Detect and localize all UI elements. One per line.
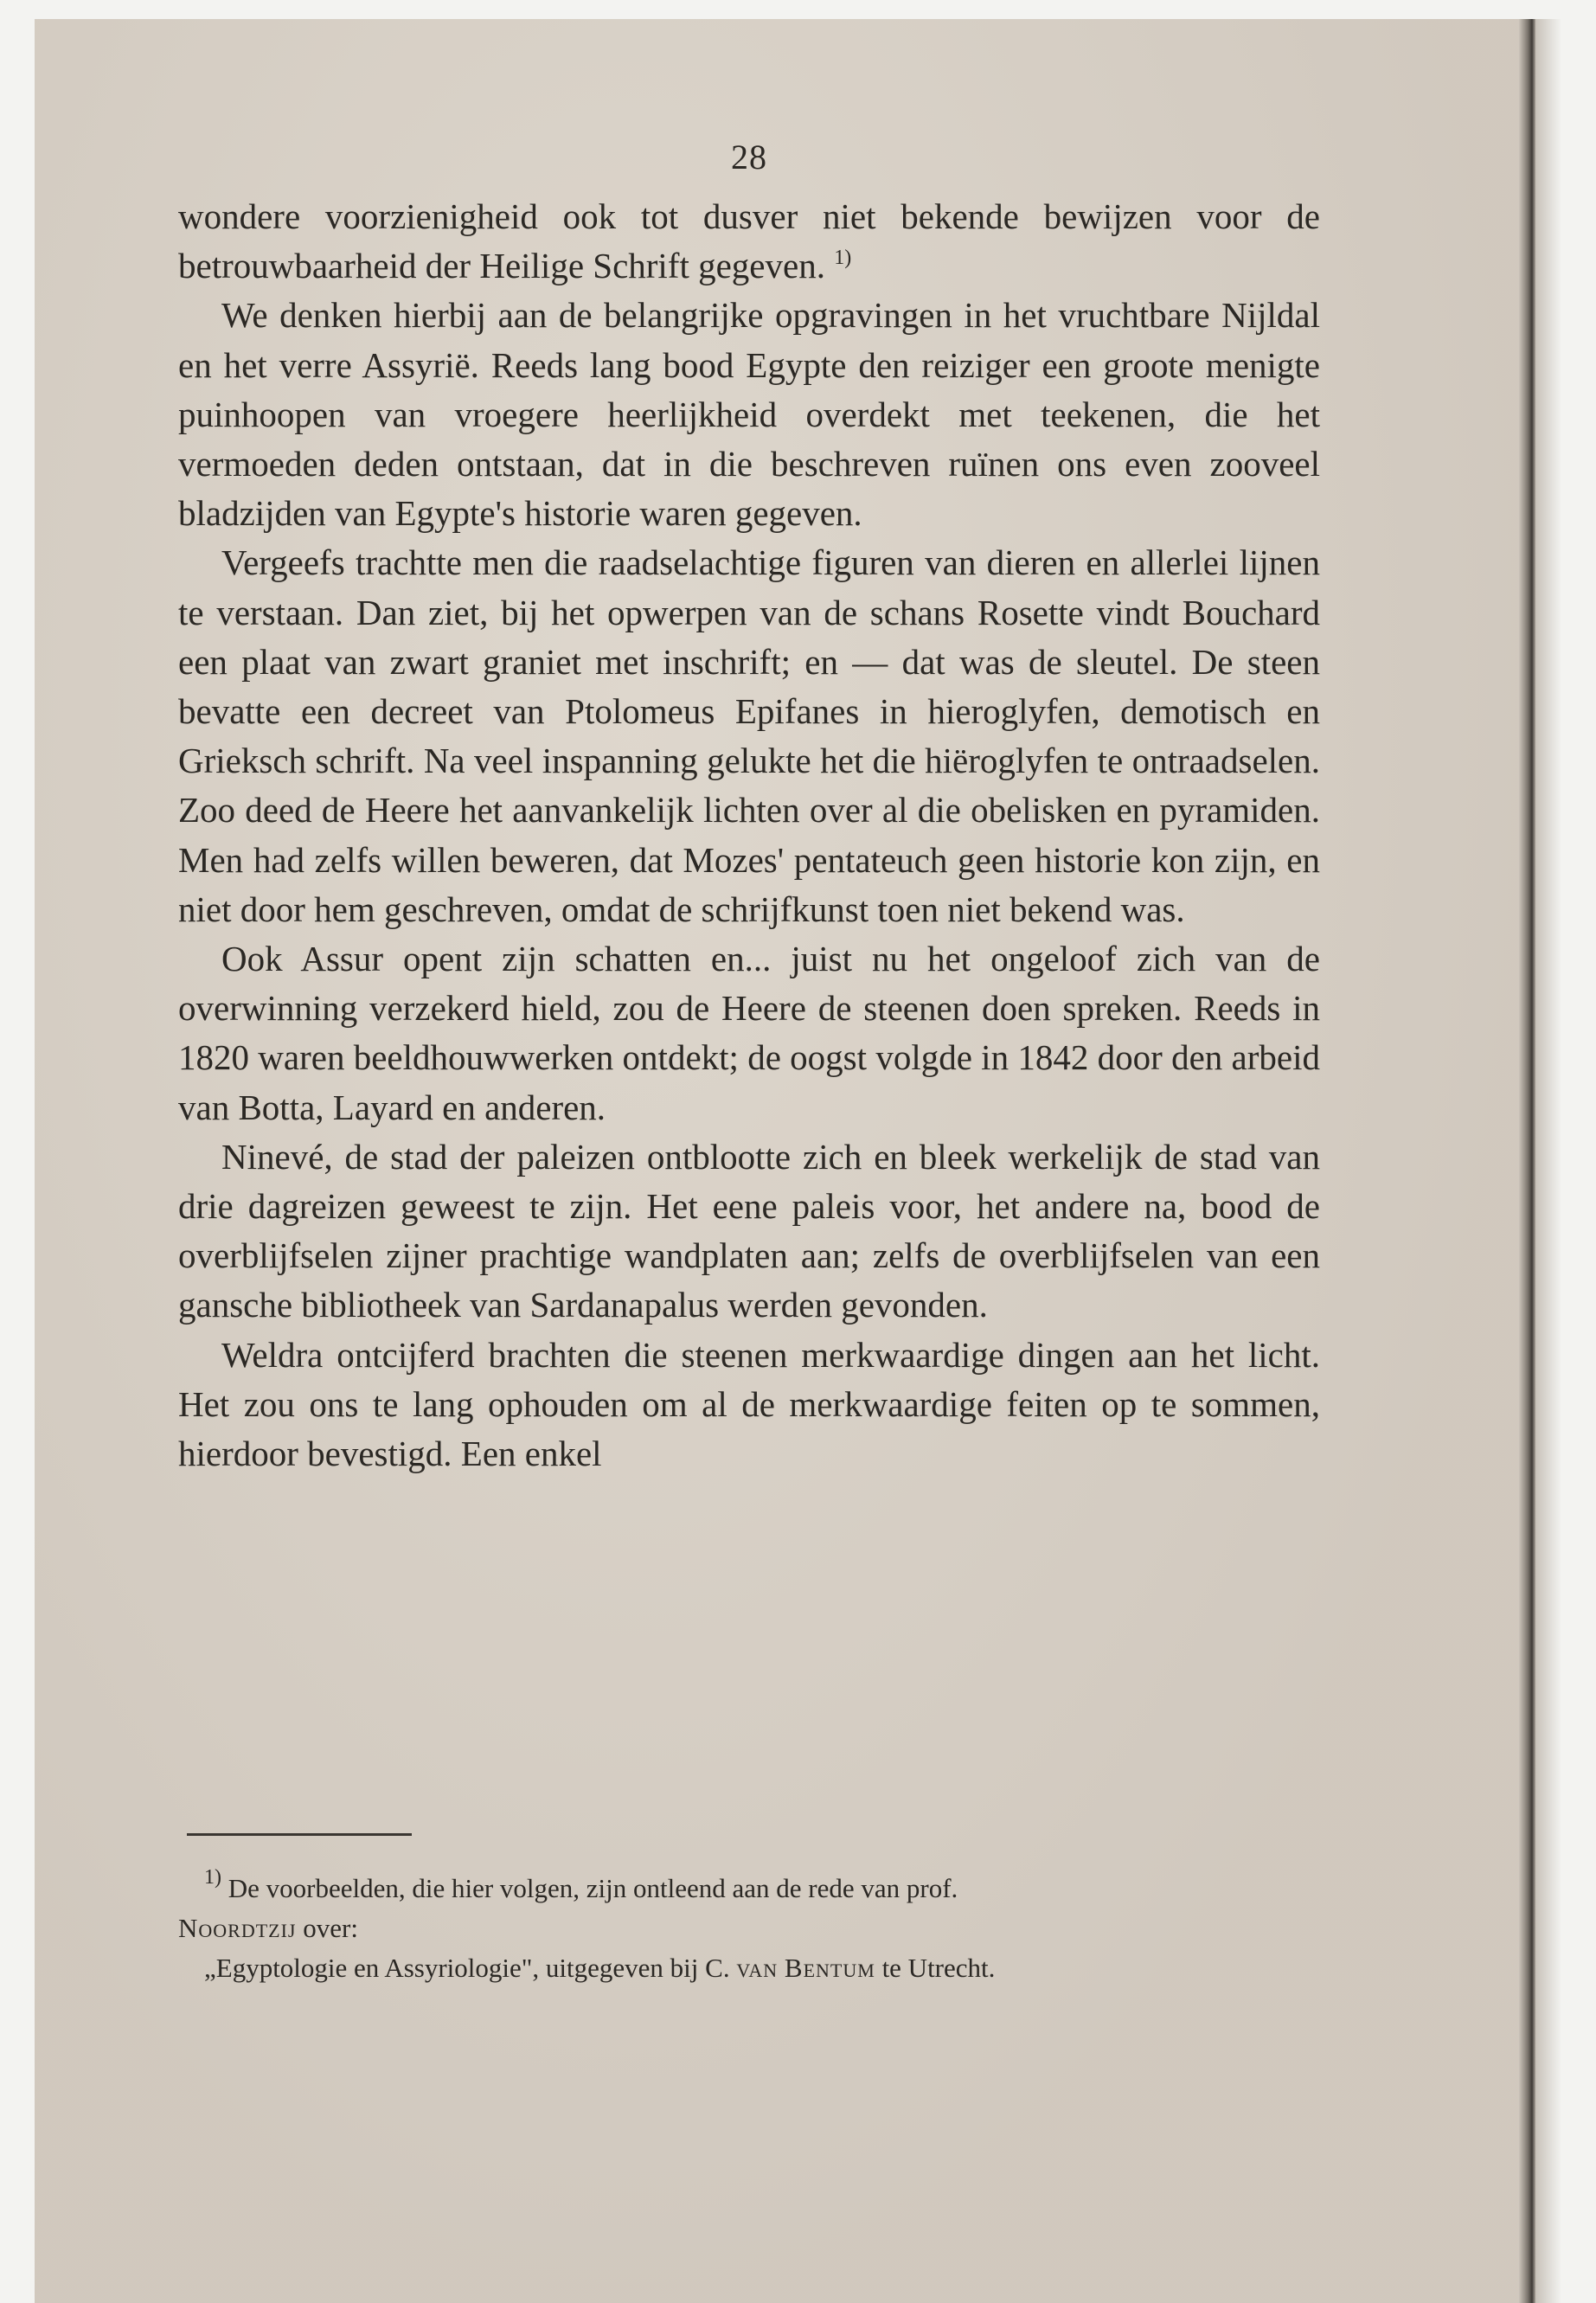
paragraph-3: Vergeefs trachtte men die raadselachtige figuren van dieren en allerlei lijnen te verstaan. Dan ziet, bij het opwerpen van de schans Rosette vindt Bouchard een plaat van zwart graniet met inschrift; en — dat was de sleutel. De steen bevatte een decreet van Ptolomeus Epifanes in hieroglyfen, demotisch en Grieksch schrift. Na veel inspanning gelukte het die hiëroglyfen te ontraadselen. Zoo deed de Heere het aanvankelijk lichten over al die obelisken en pyramiden. Men had zelfs willen beweren, dat Mozes' pentateuch geen historie kon zijn, en niet door hem geschreven, omdat de schrijfkunst toen niet bekend was. bbox=[178, 542, 1320, 929]
page-edge-shadow bbox=[1535, 19, 1561, 2303]
page-binding-edge bbox=[1518, 19, 1535, 2303]
footnote-text-3: „Egyptologie en Assyriologie", uitgegeven bij C. bbox=[204, 1953, 737, 1983]
footnote-line-2 bbox=[178, 1908, 1320, 1948]
paragraph-1 bbox=[178, 192, 1320, 291]
footnote-divider bbox=[187, 1833, 412, 1836]
paragraph-6: Weldra ontcijferd brachten die steenen merkwaardige dingen aan het licht. Het zou ons te lang ophouden om al de merkwaardige feiten op te sommen, hierdoor bevestigd. Een enkel bbox=[178, 1334, 1320, 1474]
paragraph-5: Ninevé, de stad der paleizen ontblootte zich en bleek werkelijk de stad van drie dagreizen geweest te zijn. Het eene paleis voor, het andere na, bood de overblijfselen zijner prachtige wandplaten aan; zelfs de overblijfselen van een gansche bibliotheek van Sardanapalus werden gevonden. bbox=[178, 1136, 1320, 1325]
footnote-text-2: over: bbox=[296, 1913, 358, 1943]
footnote bbox=[178, 1866, 1320, 1988]
paragraph-1-text: wondere voorzienigheid ook tot dusver niet bekende bewijzen voor de betrouwbaarheid der Heilige Schrift gegeven. bbox=[178, 196, 1320, 286]
paragraph-4: Ook Assur opent zijn schatten en... juist nu het ongeloof zich van de overwinning verzekerd hield, zou de Heere de steenen doen spreken. Reeds in 1820 waren beeldhouwwerken ontdekt; de oogst volgde in 1842 door den arbeid van Botta, Layard en anderen. bbox=[178, 939, 1320, 1127]
footnote-line-3 bbox=[178, 1948, 1320, 1988]
footnote-text-4: te Utrecht. bbox=[875, 1953, 996, 1983]
page-number: 28 bbox=[731, 138, 767, 176]
body-text bbox=[178, 192, 1320, 1479]
footnote-line-1 bbox=[178, 1866, 1320, 1908]
paragraph-2: We denken hierbij aan de belangrijke opgravingen in het vruchtbare Nijldal en het verre Assyrië. Reeds lang bood Egypte den reiziger een groote menigte puinhoopen van vroegere heerlijkheid overdekt met teekenen, die het vermoeden deden ontstaan, dat in die beschreven ruïnen ons even zooveel bladzijden van Egypte's historie waren gegeven. bbox=[178, 295, 1320, 534]
footnote-text-1: De voorbeelden, die hier volgen, zijn ontleend aan de rede van prof. bbox=[228, 1873, 958, 1903]
publisher-prefix: van bbox=[736, 1953, 779, 1983]
page-content bbox=[178, 130, 1320, 1479]
footnote-reference: 1) bbox=[834, 247, 852, 270]
publisher-name: Bentum bbox=[784, 1953, 875, 1983]
footnote-marker: 1) bbox=[204, 1866, 221, 1889]
footnote-author: Noordtzij bbox=[178, 1913, 297, 1943]
